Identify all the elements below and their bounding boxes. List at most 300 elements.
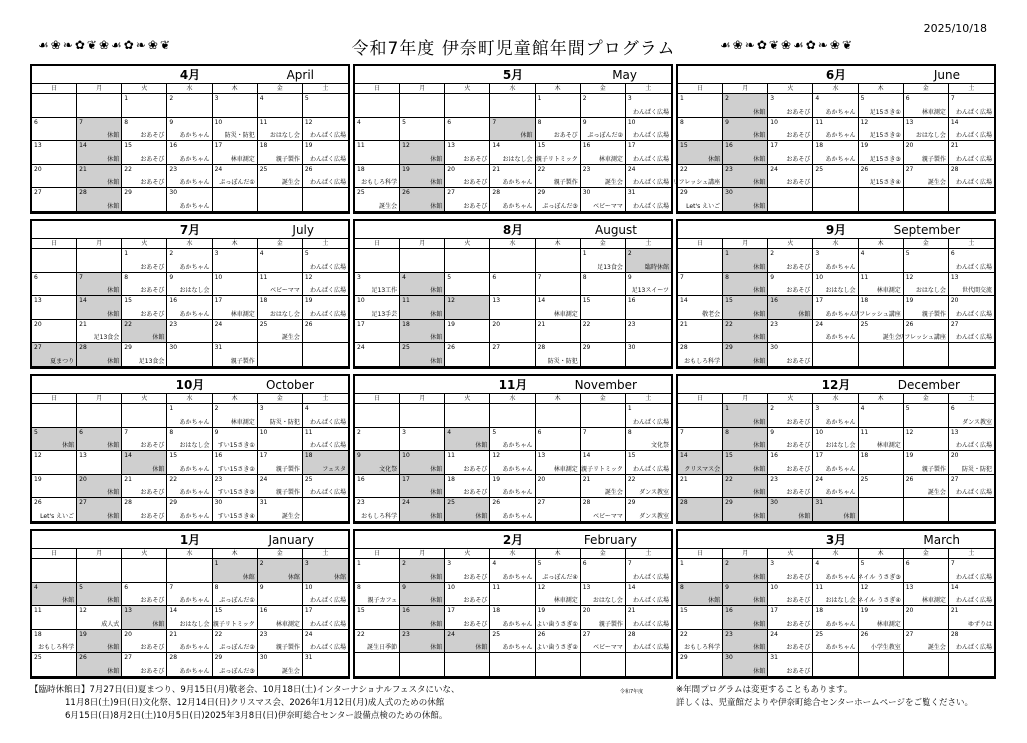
- day-cell: [678, 451, 723, 475]
- day-event: フェスタ: [322, 465, 346, 473]
- day-cell: [904, 273, 949, 297]
- month-block: [676, 529, 996, 679]
- weekday-label: 木: [859, 394, 904, 403]
- month-block: [30, 219, 350, 369]
- day-number: 6: [950, 405, 955, 412]
- day-cell: [813, 475, 858, 499]
- day-number: 5: [860, 560, 865, 567]
- day-number: 26: [34, 499, 42, 507]
- day-event: 足15さき④: [869, 179, 901, 187]
- day-cell: [581, 630, 626, 654]
- day-number: 8: [169, 428, 174, 436]
- day-cell: [213, 296, 258, 320]
- day-number: 25: [815, 165, 824, 173]
- day-number: 20: [492, 320, 501, 328]
- day-number: 5: [492, 428, 497, 436]
- day-cell: [303, 451, 348, 475]
- day-cell: [303, 94, 348, 118]
- day-number: 29: [582, 344, 591, 352]
- day-cell: [768, 188, 813, 212]
- day-cell: [258, 475, 303, 499]
- month-block: [30, 64, 350, 214]
- day-number: 16: [169, 297, 178, 305]
- day-number: 1: [725, 250, 729, 257]
- day-number: 12: [860, 583, 869, 591]
- day-cell: [949, 583, 994, 607]
- day-number: 20: [537, 475, 546, 483]
- day-number: 28: [537, 344, 546, 352]
- day-cell: [859, 630, 904, 654]
- day-cell: [678, 188, 723, 212]
- day-cell: [258, 343, 303, 367]
- day-event: 休館: [430, 489, 443, 497]
- day-number: 1: [357, 560, 361, 567]
- day-cell: [581, 296, 626, 320]
- day-cell: [400, 188, 445, 212]
- day-cell: [355, 559, 400, 583]
- day-number: 8: [357, 583, 361, 591]
- weekday-label: 月: [723, 394, 768, 403]
- month-header: [355, 221, 671, 239]
- month-name-jp: 10月: [175, 378, 205, 392]
- day-cell: [768, 630, 813, 654]
- day-number: 16: [725, 142, 733, 150]
- day-event: おはなし会: [915, 132, 946, 140]
- day-event: 林車測定: [275, 620, 300, 628]
- day-number: 25: [860, 320, 869, 328]
- day-number: 14: [492, 142, 501, 150]
- day-number: 24: [815, 475, 824, 483]
- small-mark: 令和7年度: [620, 689, 644, 695]
- day-number: 13: [79, 452, 87, 460]
- day-number: 17: [815, 452, 824, 460]
- day-event: おあそび: [786, 668, 811, 675]
- day-cell: [213, 451, 258, 475]
- day-number: 23: [402, 630, 410, 638]
- day-number: 17: [259, 452, 268, 460]
- day-number: 18: [357, 165, 365, 173]
- day-number: 1: [582, 250, 587, 257]
- day-event: ベビーママ: [593, 203, 623, 210]
- day-event: あかちゃん: [179, 597, 210, 605]
- day-cell: [768, 451, 813, 475]
- day-cell: [859, 451, 904, 475]
- day-number: 22: [680, 630, 688, 638]
- day-cell: [723, 273, 768, 297]
- day-cell: [400, 94, 445, 118]
- day-cell: [258, 94, 303, 118]
- day-cell: [77, 141, 122, 165]
- day-number: 14: [537, 297, 546, 305]
- day-number: 19: [447, 320, 455, 328]
- day-cell: [400, 630, 445, 654]
- day-cell: [258, 188, 303, 212]
- day-cell: [167, 559, 212, 583]
- day-number: 23: [582, 165, 591, 173]
- closure-notes: [30, 684, 459, 723]
- day-cell: [32, 451, 77, 475]
- day-number: 27: [447, 189, 455, 197]
- day-cell: [723, 296, 768, 320]
- day-number: 16: [725, 607, 733, 615]
- day-event: おあそび: [786, 442, 811, 450]
- day-number: 3: [770, 95, 775, 102]
- day-cell: [167, 165, 212, 189]
- day-cell: [167, 343, 212, 367]
- day-number: 4: [34, 583, 38, 591]
- day-event: 休館: [430, 310, 443, 318]
- day-cell: [77, 451, 122, 475]
- day-number: 6: [537, 428, 542, 436]
- day-cell: [626, 653, 671, 677]
- day-event: 休館: [430, 573, 443, 581]
- day-cell: [167, 606, 212, 630]
- day-cell: [400, 404, 445, 428]
- day-number: 13: [537, 452, 546, 460]
- weeks-grid: [355, 404, 671, 522]
- day-event: わんぱく広場: [309, 263, 346, 271]
- day-cell: [445, 141, 490, 165]
- day-cell: [678, 475, 723, 499]
- day-cell: [32, 606, 77, 630]
- day-event: あかちゃん: [179, 310, 210, 318]
- day-number: 29: [169, 499, 178, 507]
- day-number: 7: [79, 273, 83, 281]
- program-notes: [676, 684, 973, 710]
- day-number: 17: [402, 475, 410, 483]
- day-cell: [768, 118, 813, 142]
- day-cell: [581, 94, 626, 118]
- day-cell: [77, 320, 122, 344]
- weekday-label: 火: [768, 239, 813, 248]
- day-event: 親子製作: [921, 310, 946, 318]
- day-event: おあそび: [786, 358, 811, 365]
- day-event: 休館: [430, 597, 443, 605]
- day-event: おあそび: [140, 287, 165, 295]
- day-cell: [303, 118, 348, 142]
- day-cell: [490, 428, 535, 452]
- day-event: あかちゃん: [502, 620, 533, 628]
- day-number: 16: [169, 142, 178, 150]
- weekday-label: 土: [645, 240, 652, 247]
- day-event: 休館: [430, 465, 443, 473]
- day-cell: [536, 320, 581, 344]
- day-cell: [536, 498, 581, 522]
- day-event: あかちゃん: [825, 263, 856, 271]
- day-event: おあそび: [786, 597, 811, 605]
- day-cell: [904, 559, 949, 583]
- day-number: 11: [259, 118, 268, 126]
- day-cell: [904, 451, 949, 475]
- day-number: 29: [680, 654, 688, 662]
- day-number: 29: [214, 654, 223, 662]
- day-cell: [355, 118, 400, 142]
- day-event: 休館: [152, 334, 165, 342]
- day-number: 17: [815, 297, 824, 305]
- day-number: 20: [950, 452, 959, 460]
- day-cell: [32, 559, 77, 583]
- day-number: 10: [214, 118, 223, 126]
- day-cell: [355, 404, 400, 428]
- day-cell: [859, 428, 904, 452]
- day-number: 3: [815, 405, 820, 412]
- day-number: 1: [537, 95, 542, 102]
- day-cell: [904, 296, 949, 320]
- day-cell: [32, 475, 77, 499]
- day-event: 林車測定: [876, 442, 901, 450]
- day-event: 休館: [753, 132, 766, 140]
- weekday-label: 日: [355, 549, 400, 558]
- day-number: 16: [627, 297, 636, 305]
- day-event: 休館: [107, 179, 120, 187]
- day-cell: [678, 320, 723, 344]
- day-number: 2: [627, 250, 632, 257]
- day-number: 21: [680, 320, 688, 328]
- day-number: 2: [402, 560, 406, 567]
- day-cell: [258, 498, 303, 522]
- month-name-en: May: [612, 67, 637, 82]
- day-cell: [167, 475, 212, 499]
- day-number: 7: [124, 428, 129, 436]
- day-cell: [355, 583, 400, 607]
- ornament-left: ☙❀❧✿❦❀☙✿❧❀❦: [38, 38, 173, 52]
- day-event: 休館: [107, 644, 120, 652]
- day-event: 防災・防犯: [269, 418, 300, 426]
- weekday-label: 金: [904, 239, 949, 248]
- day-number: 2: [214, 405, 219, 412]
- day-cell: [32, 165, 77, 189]
- day-event: 親子製作: [921, 465, 946, 473]
- month-name-jp: 6月: [825, 68, 847, 82]
- closure-line: 6月15日(日)8月2日(土)10月5日(日)2025年3月8日(日)伊奈町総合センター設備点検のための休館。: [65, 711, 448, 721]
- day-cell: [213, 630, 258, 654]
- day-number: 22: [357, 630, 365, 638]
- day-event: 林車測定: [876, 620, 901, 628]
- day-number: 17: [357, 320, 365, 328]
- day-number: 17: [770, 142, 778, 150]
- day-event: あかちゃん: [179, 263, 210, 271]
- day-cell: [445, 343, 490, 367]
- day-cell: [445, 559, 490, 583]
- day-cell: [859, 606, 904, 630]
- weekday-label: 金: [258, 394, 303, 403]
- day-number: 8: [582, 273, 587, 281]
- day-cell: [355, 141, 400, 165]
- day-cell: [904, 249, 949, 273]
- month-name-en: October: [265, 377, 314, 392]
- day-cell: [536, 188, 581, 212]
- day-event: 休館: [430, 620, 443, 628]
- day-number: 9: [770, 273, 775, 281]
- day-event: わんぱく広場: [309, 442, 346, 450]
- day-event: 休館: [430, 358, 443, 365]
- month-name-en: March: [923, 532, 960, 547]
- day-cell: [303, 249, 348, 273]
- day-cell: [258, 606, 303, 630]
- day-number: 12: [304, 118, 313, 126]
- day-number: 10: [214, 273, 223, 281]
- day-cell: [678, 141, 723, 165]
- day-cell: [77, 498, 122, 522]
- weekday-label: 水: [490, 239, 535, 248]
- day-cell: [581, 188, 626, 212]
- day-number: 3: [627, 95, 632, 102]
- weekday-label: 土: [968, 395, 975, 402]
- day-event: おもしろ科学: [361, 179, 398, 187]
- day-event: ぷっぽんだ④: [542, 573, 578, 581]
- day-cell: [167, 404, 212, 428]
- weekday-label: 金: [581, 84, 626, 93]
- day-event: 休館: [430, 513, 443, 520]
- day-cell: [723, 404, 768, 428]
- day-event: 足15さき①: [869, 108, 901, 116]
- day-cell: [768, 94, 813, 118]
- day-cell: [859, 273, 904, 297]
- day-cell: [258, 165, 303, 189]
- day-event: 文化祭: [650, 442, 669, 450]
- day-cell: [626, 141, 671, 165]
- day-number: 9: [402, 583, 406, 591]
- day-cell: [723, 653, 768, 677]
- day-number: 7: [950, 560, 955, 567]
- weekday-label: 火: [122, 84, 167, 93]
- day-cell: [859, 653, 904, 677]
- weekday-label: 土: [322, 85, 329, 92]
- day-cell: [490, 475, 535, 499]
- day-cell: [536, 606, 581, 630]
- day-number: 10: [357, 297, 365, 305]
- day-number: 5: [304, 250, 309, 257]
- day-cell: [859, 94, 904, 118]
- day-number: 6: [447, 118, 452, 126]
- day-number: 25: [447, 499, 455, 507]
- day-cell: [581, 343, 626, 367]
- month-header: [678, 376, 994, 394]
- day-event: わんぱく広場: [632, 418, 669, 426]
- day-cell: [904, 428, 949, 452]
- day-cell: [32, 320, 77, 344]
- day-event: おあそび: [463, 489, 488, 497]
- month-header: [32, 376, 348, 394]
- day-number: 19: [860, 142, 869, 150]
- day-cell: [213, 320, 258, 344]
- day-number: 8: [680, 118, 684, 126]
- day-event: おあそび: [140, 132, 165, 140]
- day-event: 親子製作: [921, 155, 946, 163]
- day-cell: [672, 165, 723, 189]
- day-cell: [626, 118, 671, 142]
- weeks-grid: [678, 249, 994, 367]
- day-event: あかちゃん: [825, 465, 856, 473]
- day-number: 12: [537, 583, 546, 591]
- weekday-label: 日: [32, 239, 77, 248]
- day-event: 足13食会: [597, 263, 623, 271]
- day-event: 休館: [753, 203, 766, 210]
- day-number: 24: [627, 165, 636, 173]
- day-event: わんぱく広場: [309, 597, 346, 605]
- day-cell: [77, 188, 122, 212]
- day-event: おあそび: [140, 597, 165, 605]
- day-event: 親子製作: [275, 489, 300, 497]
- month-name-jp: 1月: [179, 533, 201, 547]
- weekday-row: [355, 239, 671, 249]
- day-number: 12: [402, 142, 410, 150]
- month-header: [678, 531, 994, 549]
- day-number: 10: [627, 118, 636, 126]
- day-number: 16: [770, 452, 778, 460]
- day-number: 16: [259, 607, 268, 615]
- day-cell: [122, 653, 167, 677]
- day-number: 13: [950, 428, 959, 436]
- day-cell: [536, 404, 581, 428]
- day-number: 18: [304, 452, 313, 460]
- day-number: 17: [304, 607, 313, 615]
- month-block: [353, 64, 673, 214]
- day-event: 休館: [753, 597, 766, 605]
- day-cell: [445, 404, 490, 428]
- day-event: ぷっぽんだ②: [219, 644, 255, 652]
- day-number: 28: [680, 344, 688, 352]
- day-number: 20: [905, 142, 914, 150]
- day-event: 休館: [843, 513, 856, 520]
- day-cell: [859, 188, 904, 212]
- day-event: すい15さき④: [217, 513, 255, 520]
- day-cell: [32, 296, 77, 320]
- day-cell: [949, 653, 994, 677]
- day-number: 5: [34, 428, 38, 436]
- weekday-label: 水: [167, 549, 212, 558]
- day-cell: [122, 451, 167, 475]
- day-number: 11: [34, 607, 42, 615]
- day-number: 14: [950, 583, 959, 591]
- day-event: わんぱく広場: [309, 155, 346, 163]
- day-event: 休館: [107, 287, 120, 295]
- day-number: 18: [860, 297, 869, 305]
- day-event: ベビーママ: [593, 644, 623, 652]
- day-cell: [813, 583, 858, 607]
- day-cell: [581, 249, 626, 273]
- day-number: 20: [79, 475, 87, 483]
- day-cell: [490, 630, 535, 654]
- day-number: 26: [447, 344, 455, 352]
- day-cell: [490, 559, 535, 583]
- day-number: 9: [169, 118, 174, 126]
- day-number: 10: [402, 452, 410, 460]
- day-number: 21: [124, 475, 132, 483]
- day-cell: [213, 165, 258, 189]
- day-cell: [581, 498, 626, 522]
- day-number: 4: [357, 118, 361, 126]
- day-event: わんぱく広場: [309, 310, 346, 318]
- day-cell: [77, 428, 122, 452]
- day-number: 31: [770, 654, 778, 662]
- day-cell: [32, 630, 77, 654]
- day-number: 20: [950, 297, 959, 305]
- day-number: 28: [79, 189, 87, 197]
- day-cell: [949, 451, 994, 475]
- day-cell: [490, 141, 535, 165]
- day-cell: [490, 118, 535, 142]
- day-cell: [490, 343, 535, 367]
- day-event: 林車測定: [553, 310, 578, 318]
- month-block: [672, 64, 996, 214]
- day-number: 14: [124, 452, 132, 460]
- day-cell: [859, 343, 904, 367]
- month-block: [30, 529, 350, 679]
- day-cell: [859, 404, 904, 428]
- day-cell: [122, 559, 167, 583]
- day-cell: [859, 165, 904, 189]
